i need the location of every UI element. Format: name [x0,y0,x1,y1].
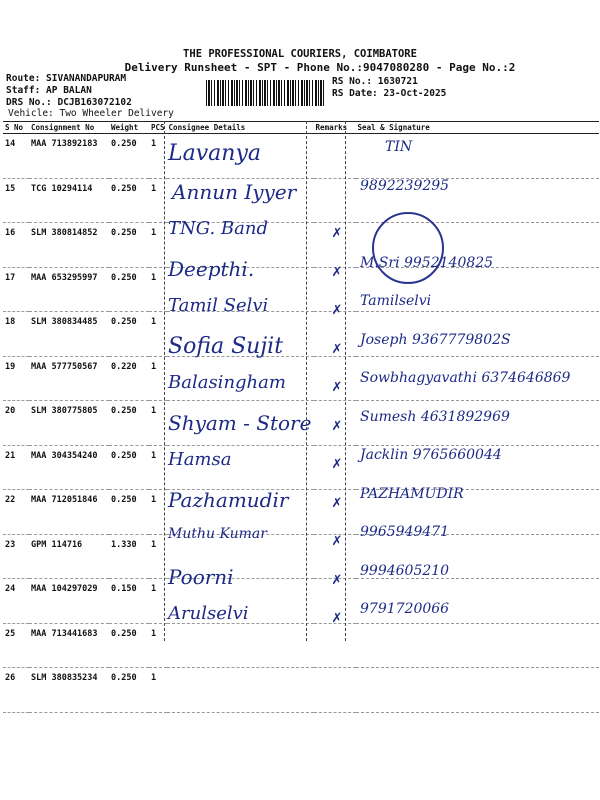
barcode [206,80,326,106]
remark-mark: ✗ [332,376,342,395]
handwritten-consignee-name: Annun Iyyer [172,179,297,204]
remark-mark: ✗ [332,299,342,318]
col-sno: S No [3,122,29,134]
pieces: 1 [149,356,167,401]
remark-mark: ✗ [332,222,342,241]
table-row [3,579,599,624]
handwritten-signature: 9965949471 [360,524,450,540]
consignment-no: MAA 304354240 [29,445,109,490]
consignee-cell [167,668,314,713]
drs-no: DRS No.: DCJB163072102 [6,97,132,108]
remark-mark: ✗ [332,414,342,434]
staff: Staff: AP BALAN [6,85,92,96]
handwritten-signature: TIN [385,139,413,155]
handwritten-signature: PAZHAMUDIR [360,485,464,502]
weight: 0.250 [109,223,149,268]
handwritten-consignee-name: TNG. Band [168,218,269,239]
table-row [3,178,599,223]
handwritten-signature: 9892239295 [360,177,450,194]
column-divider [345,121,346,641]
pieces: 1 [149,178,167,223]
signature-cell [356,668,599,713]
handwritten-consignee-name: Arulselvi [168,603,249,624]
handwritten-signature: Sumesh 4631892969 [360,408,510,425]
handwritten-signature: 9791720066 [360,601,450,617]
weight: 1.330 [109,534,149,579]
handwritten-consignee-name: Muthu Kumar [168,526,267,542]
weight: 0.250 [109,445,149,490]
weight: 0.250 [109,134,149,179]
table-row [3,668,599,713]
table-row [3,267,599,312]
consignment-no: MAA 653295997 [29,267,109,312]
weight: 0.250 [109,178,149,223]
table-row [3,223,599,268]
serial-no: 15 [3,178,29,223]
runsheet-title: Delivery Runsheet - SPT - Phone No.:9047080280 - Page No.:2 [124,61,516,74]
vehicle: Vehicle: Two Wheeler Delivery [8,108,174,119]
handwritten-consignee-name: Sofia Sujit [168,333,284,359]
remark-mark: ✗ [332,530,342,549]
pieces: 1 [149,668,167,713]
weight: 0.220 [109,356,149,401]
consignment-no: MAA 577750567 [29,356,109,401]
serial-no: 16 [3,223,29,268]
consignment-no: GPM 114716 [29,534,109,579]
remark-mark: ✗ [332,337,342,357]
col-signature: Seal & Signature [356,122,599,134]
remarks-cell [314,178,356,223]
serial-no: 19 [3,356,29,401]
handwritten-signature: Joseph 9367779802S [360,331,511,348]
pieces: 1 [149,134,167,179]
handwritten-consignee-name: Hamsa [168,449,232,470]
seal-stamp [372,212,444,284]
rs-date: RS Date: 23-Oct-2025 [332,88,447,99]
handwritten-consignee-name: Tamil Selvi [168,295,269,316]
handwritten-consignee-name: Deepthi. [168,256,255,281]
weight: 0.250 [109,623,149,668]
remark-mark: ✗ [332,491,342,511]
serial-no: 18 [3,312,29,357]
pieces: 1 [149,445,167,490]
handwritten-consignee-name: Pazhamudir [168,487,289,512]
table-row [3,623,599,668]
col-weight: Weight [109,122,149,134]
serial-no: 25 [3,623,29,668]
pieces: 1 [149,579,167,624]
remark-mark: ✗ [332,260,342,280]
handwritten-consignee-name: Poorni [168,564,234,589]
remark-mark: ✗ [332,568,342,588]
handwritten-signature: 9994605210 [360,562,450,579]
column-divider [306,121,307,641]
pieces: 1 [149,490,167,535]
consignment-no: SLM 380814852 [29,223,109,268]
consignment-no: SLM 380835234 [29,668,109,713]
consignment-no: TCG 10294114 [29,178,109,223]
serial-no: 14 [3,134,29,179]
table-header [3,122,599,134]
col-consignment: Consignment No [29,122,109,134]
remarks-cell [314,623,356,668]
consignment-no: SLM 380834485 [29,312,109,357]
column-divider [164,121,165,641]
serial-no: 26 [3,668,29,713]
weight: 0.250 [109,668,149,713]
col-remarks: Remarks [314,122,356,134]
table-row [3,445,599,490]
pieces: 1 [149,223,167,268]
weight: 0.150 [109,579,149,624]
serial-no: 20 [3,401,29,446]
serial-no: 17 [3,267,29,312]
handwritten-consignee-name: Balasingham [168,372,286,393]
consignment-no: MAA 713892183 [29,134,109,179]
handwritten-signature: Jacklin 9765660044 [360,447,502,463]
handwritten-signature: Sowbhagyavathi 6374646869 [360,370,571,386]
handwritten-signature: M.Sri 9952140825 [360,254,494,271]
weight: 0.250 [109,401,149,446]
handwritten-consignee-name: Shyam - Store [168,410,312,435]
serial-no: 24 [3,579,29,624]
pieces: 1 [149,623,167,668]
consignment-no: MAA 712051846 [29,490,109,535]
rs-no: RS No.: 1630721 [332,76,418,87]
pieces: 1 [149,267,167,312]
signature-cell [356,623,599,668]
pieces: 1 [149,534,167,579]
col-pcs: PCS [151,123,165,132]
weight: 0.250 [109,312,149,357]
consignment-no: SLM 380775805 [29,401,109,446]
handwritten-signature: Tamilselvi [360,293,432,309]
remark-mark: ✗ [332,607,342,626]
table-row [3,134,599,179]
consignment-no: MAA 104297029 [29,579,109,624]
weight: 0.250 [109,267,149,312]
remarks-cell [314,134,356,179]
table-row [3,534,599,579]
weight: 0.250 [109,490,149,535]
consignee-cell [167,623,314,668]
pieces: 1 [149,401,167,446]
serial-no: 23 [3,534,29,579]
route: Route: SIVANANDAPURAM [6,73,127,84]
serial-no: 22 [3,490,29,535]
col-consignee: Consignee Details [167,122,314,134]
consignment-no: MAA 713441683 [29,623,109,668]
serial-no: 21 [3,445,29,490]
pieces: 1 [149,312,167,357]
handwritten-consignee-name: Lavanya [168,141,261,166]
remark-mark: ✗ [332,453,342,472]
company-title: THE PROFESSIONAL COURIERS, COIMBATORE [183,48,417,60]
remarks-cell [314,668,356,713]
table-row [3,490,599,535]
